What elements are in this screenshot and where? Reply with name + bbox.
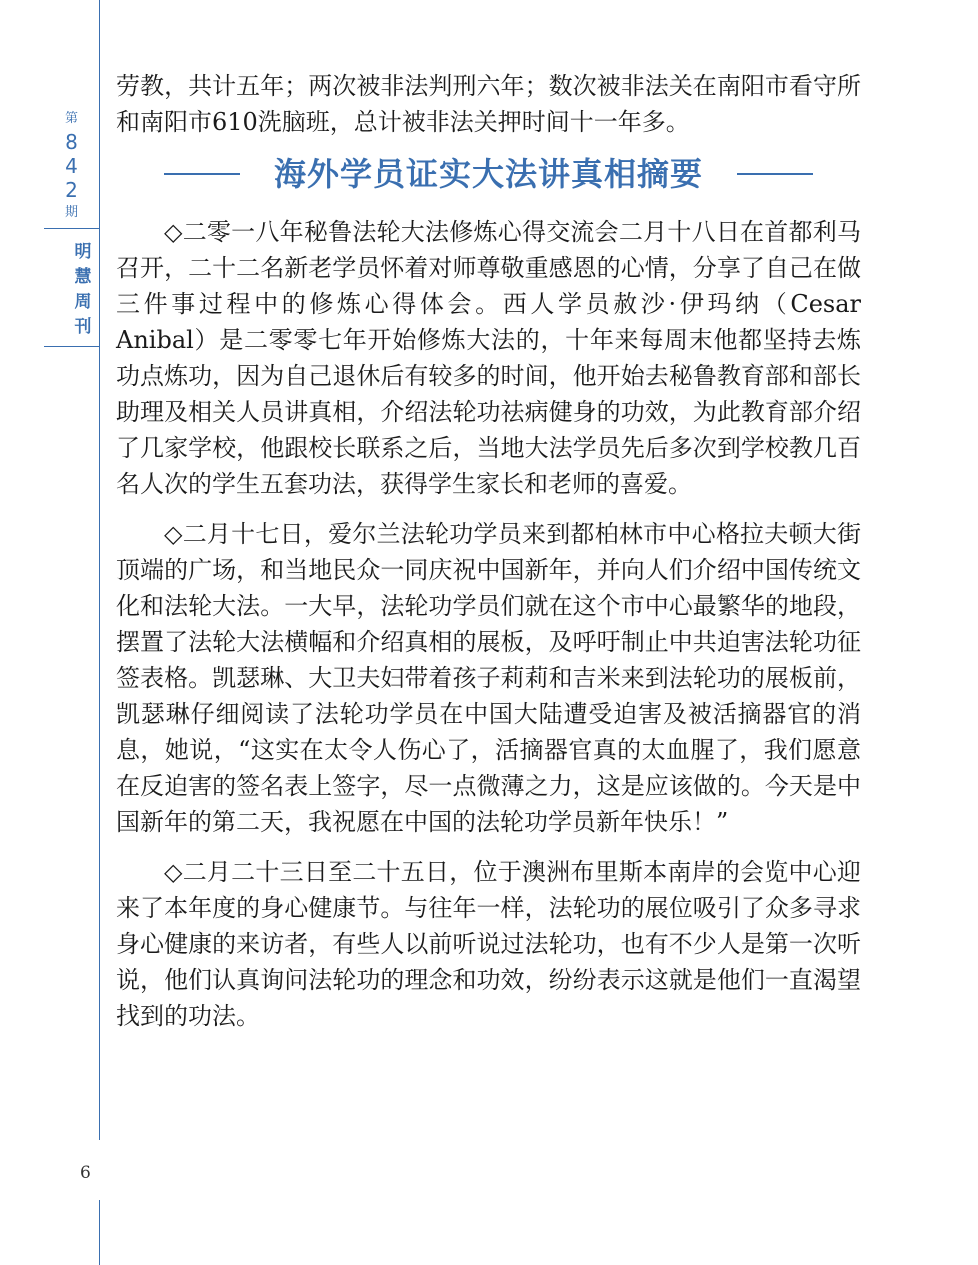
sidebar-divider — [44, 228, 100, 229]
page-number: 6 — [80, 1163, 91, 1183]
publication-char: 刊 — [74, 317, 92, 337]
publication-char: 慧 — [74, 267, 92, 287]
continued-paragraph: 劳教，共计五年；两次被非法判刑六年；数次被非法关在南阳市看守所和南阳市610洗脑班，总计被非法关押时间十一年多。 — [116, 72, 861, 136]
issue-suffix: 期 — [64, 205, 78, 220]
heading-rule-right — [737, 173, 813, 175]
summary-paragraph: ◇二月十七日，爱尔兰法轮功学员来到都柏林市中心格拉夫顿大街顶端的广场，和当地民众一同庆祝中国新年，并向人们介绍中国传统文化和法轮大法。一大早，法轮功学员们就在这个市中心最繁华的地段，摆置了法轮大法横幅和介绍真相的展板，及呼吁制止中共迫害法轮功征签表格。凯瑟琳、大卫夫妇带着孩子莉莉和吉米来到法轮功的展板前，凯瑟琳仔细阅读了法轮功学员在中国大陆遭受迫害及被活摘器官的消息，她说，“这实在太令人伤心了，活摘器官真的太血腥了，我们愿意在反迫害的签名表上签字，尽一点微薄之力，这是应该做的。今天是中国新年的第二天，我祝愿在中国的法轮功学员新年快乐！” — [116, 520, 861, 836]
summary-paragraph: ◇二零一八年秘鲁法轮大法修炼心得交流会二月十八日在首都利马召开，二十二名新老学员怀着对师尊敬重感恩的心情，分享了自己在做三件事过程中的修炼心得体会。西人学员赦沙·伊玛纳（Cesar Anibal）是二零零七年开始修炼大法的，十年来每周末他都坚持去炼功点炼功，因为自己退休后有较多的时间，他开始去秘鲁教育部和部长助理及相关人员讲真相，介绍法轮功祛病健身的功效，为此教育部介绍了几家学校，他跟校长联系之后，当地大法学员先后多次到学校教几百名人次的学生五套功法，获得学生家长和老师的喜爱。 — [116, 218, 861, 498]
issue-digit: 2 — [65, 178, 78, 202]
heading-rule-left — [164, 173, 240, 175]
publication-char: 明 — [74, 242, 92, 262]
sidebar-divider-lower — [44, 346, 100, 347]
summary-paragraph: ◇二月二十三日至二十五日，位于澳洲布里斯本南岸的会览中心迎来了本年度的身心健康节。与往年一样，法轮功的展位吸引了众多寻求身心健康的来访者，有些人以前听说过法轮功，也有不少人是第一次听说，他们认真询问法轮功的理念和功效，纷纷表示这就是他们一直渴望找到的功法。 — [116, 858, 861, 1030]
issue-digit: 4 — [65, 154, 78, 178]
issue-number-label — [44, 108, 99, 224]
publication-name — [66, 240, 100, 340]
issue-digit: 8 — [65, 130, 78, 154]
section-heading — [116, 154, 861, 194]
article-body — [116, 68, 861, 1048]
issue-prefix: 第 — [64, 111, 78, 126]
publication-char: 周 — [74, 292, 92, 312]
sidebar-vertical-rule — [99, 0, 100, 1140]
issue-digits — [44, 130, 99, 202]
sidebar-vertical-rule-lower — [99, 1200, 100, 1265]
section-title: 海外学员证实大法讲真相摘要 — [273, 155, 703, 193]
